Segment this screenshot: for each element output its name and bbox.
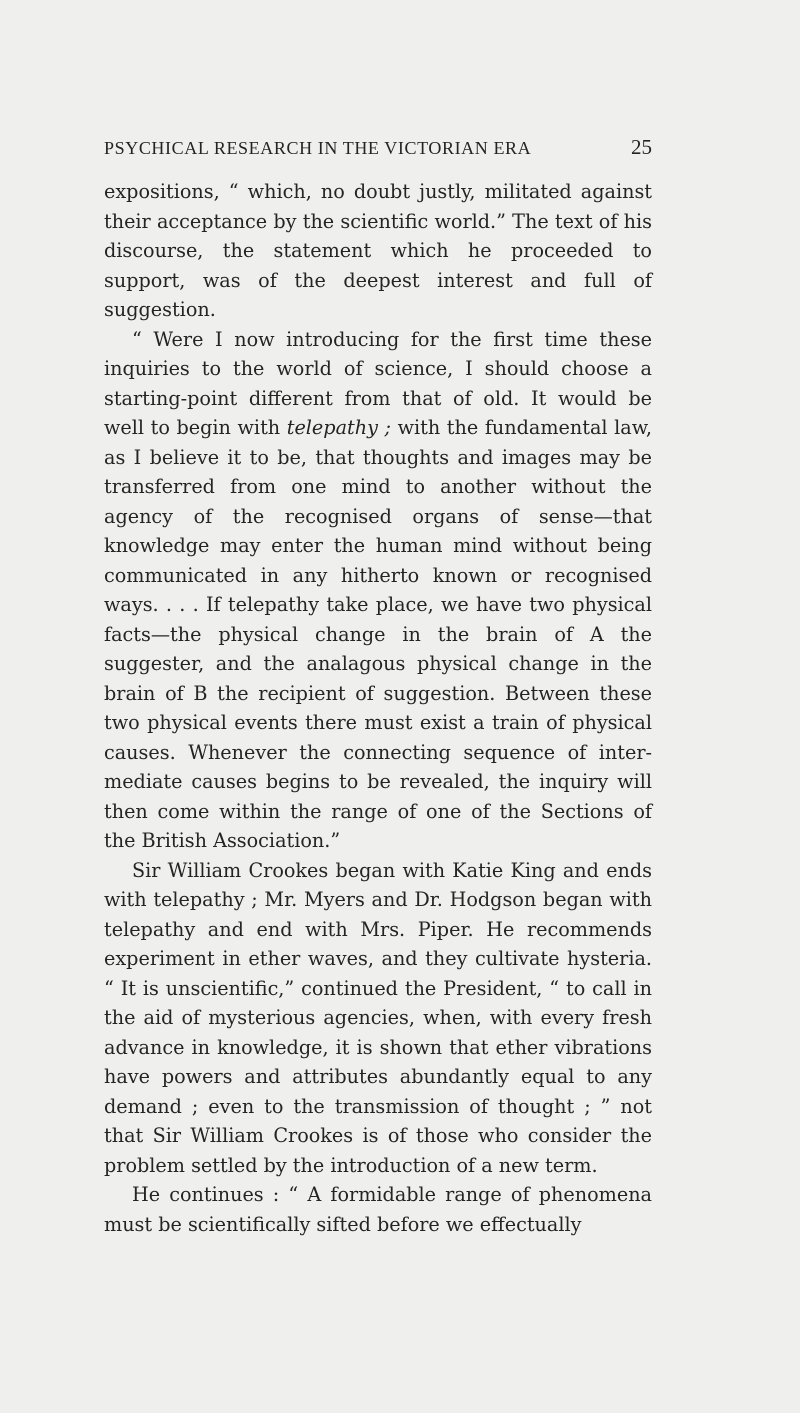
paragraph-2-text-end: with the fundamental law, as I believe it to be, that thoughts and images may be transferred from one mind to another without the agency of the recognised organs of sense—that knowledge may enter the human mind without being communicated in any hitherto known or recognised ways. . . . If telepathy take place, we have two physical facts—the physical change in the brain of A the suggester, and the analagous physical change in the brain of B the recipient of suggestion. Between these two physical events there must exist a train of physical causes. Whenever the connecting sequence of intermediate causes begins to be revealed, the inquiry will then come within the range of one of the Sections of the British Association.” (104, 416, 652, 852)
running-head (104, 135, 652, 165)
paragraph-1 (104, 177, 652, 325)
paragraph-4-text: He continues : “ A formidable range of phenomena must be scientifically sifted before we effectually (104, 1183, 652, 1236)
book-page (104, 135, 652, 1239)
paragraph-3-text: Sir William Crookes began with Katie King and ends with telepathy ; Mr. Myers and Dr. Hodgson began with telepathy and end with Mrs. Piper. He recommends experiment in ether waves, and they cultivate hysteria. “ It is unscientific,” continued the President, “ to call in the aid of mysterious agencies, when, with every fresh advance in knowledge, it is shown that ether vibrations have powers and attributes abundantly equal to any demand ; even to the transmission of thought ; ” not that Sir William Crookes is of those who consider the problem settled by the introduction of a new term. (104, 858, 652, 1177)
page-number: 25 (631, 135, 652, 159)
running-head-title: PSYCHICAL RESEARCH IN THE VICTORIAN ERA (104, 138, 532, 158)
paragraph-2-italic-term: telepathy ; (286, 416, 391, 439)
paragraph-2-text-start: “ Were I now introducing for the first time these inquiries to the world of science, I should choose a starting-point different from that of old. It would be well to begin with (104, 327, 652, 439)
paragraph-1-text: expositions, “ which, no doubt justly, militated against their acceptance by the scientific world.” The text of his discourse, the statement which he proceeded to support, was of the deepest interest and full of suggestion. (104, 180, 652, 321)
paragraph-2 (104, 325, 652, 856)
paragraph-3 (104, 856, 652, 1181)
body-text (104, 177, 652, 1239)
paragraph-4 (104, 1180, 652, 1239)
